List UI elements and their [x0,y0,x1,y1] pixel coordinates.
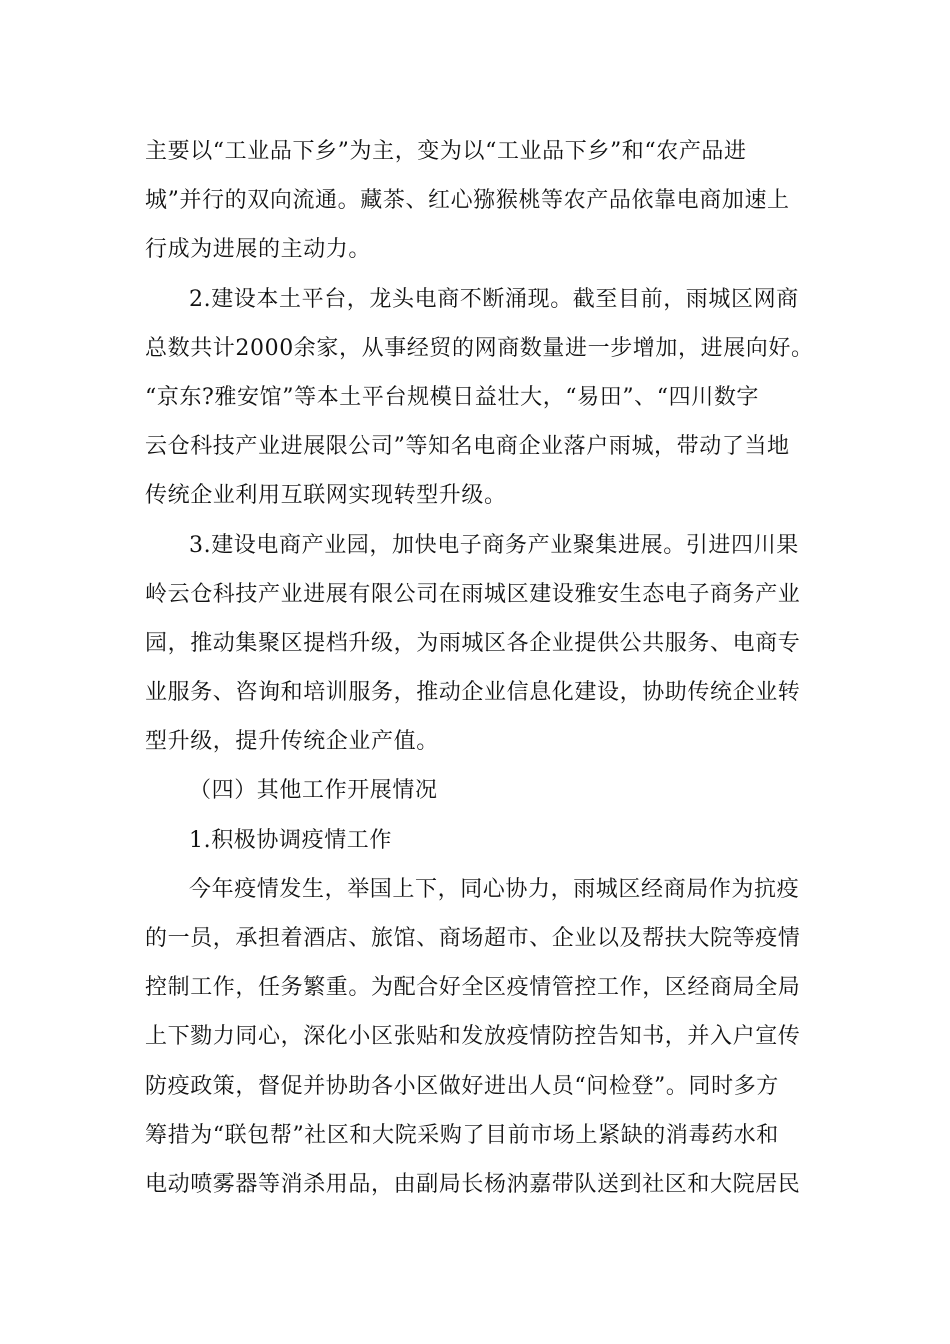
text-line: 传统企业利用互联网实现转型升级。 [145,483,507,509]
text-line: 今年疫情发生，举国上下，同心协力，雨城区经商局作为抗疫 [189,876,800,902]
text-line: 控制工作，任务繁重。为配合好全区疫情管控工作，区经商局全局 [145,975,801,1001]
document-body [145,127,814,1209]
text-line: 电动喷雾器等消杀用品，由副局长杨汭嘉带队送到社区和大院居民 [145,1171,801,1197]
text-line: 总数共计2000余家，从事经贸的网商数量进一步增加，进展向好。 [145,335,814,361]
text-line: 行成为进展的主动力。 [145,237,372,263]
text-line: 3.建设电商产业园，加快电子商务产业聚集进展。引进四川果 [189,532,799,558]
text-line: 筹措为“联包帮”社区和大院采购了目前市场上紧缺的消毒药水和 [145,1122,779,1148]
text-line: 云仓科技产业进展限公司”等知名电商企业落户雨城，带动了当地 [145,434,790,460]
text-line: 城”并行的双向流通。藏茶、红心猕猴桃等农产品依靠电商加速上 [145,188,790,214]
text-line: 2.建设本土平台，龙头电商不断涌现。截至目前，雨城区网商 [189,286,799,312]
subsection-heading: 1.积极协调疫情工作 [189,827,392,853]
text-line: 的一员，承担着酒店、旅馆、商场超市、企业以及帮扶大院等疫情 [145,926,801,951]
text-line: 园，推动集聚区提档升级，为雨城区各企业提供公共服务、电商专 [145,630,801,656]
text-line: “京东?雅安馆”等本土平台规模日益壮大，“易田”、“四川数字 [145,384,760,410]
section-heading: （四）其他工作开展情况 [189,778,438,804]
text-line: 防疫政策，督促并协助各小区做好进出人员“问检登”。同时多方 [145,1073,779,1099]
text-line: 主要以“工业品下乡”为主，变为以“工业品下乡”和“农产品进 [145,139,747,164]
text-line: 型升级，提升传统企业产值。 [145,729,439,755]
text-line: 业服务、咨询和培训服务，推动企业信息化建设，协助传统企业转 [145,680,801,706]
text-line: 上下勠力同心，深化小区张贴和发放疫情防控告知书，并入户宣传 [145,1024,801,1050]
text-line: 岭云仓科技产业进展有限公司在雨城区建设雅安生态电子商务产业 [145,581,801,607]
